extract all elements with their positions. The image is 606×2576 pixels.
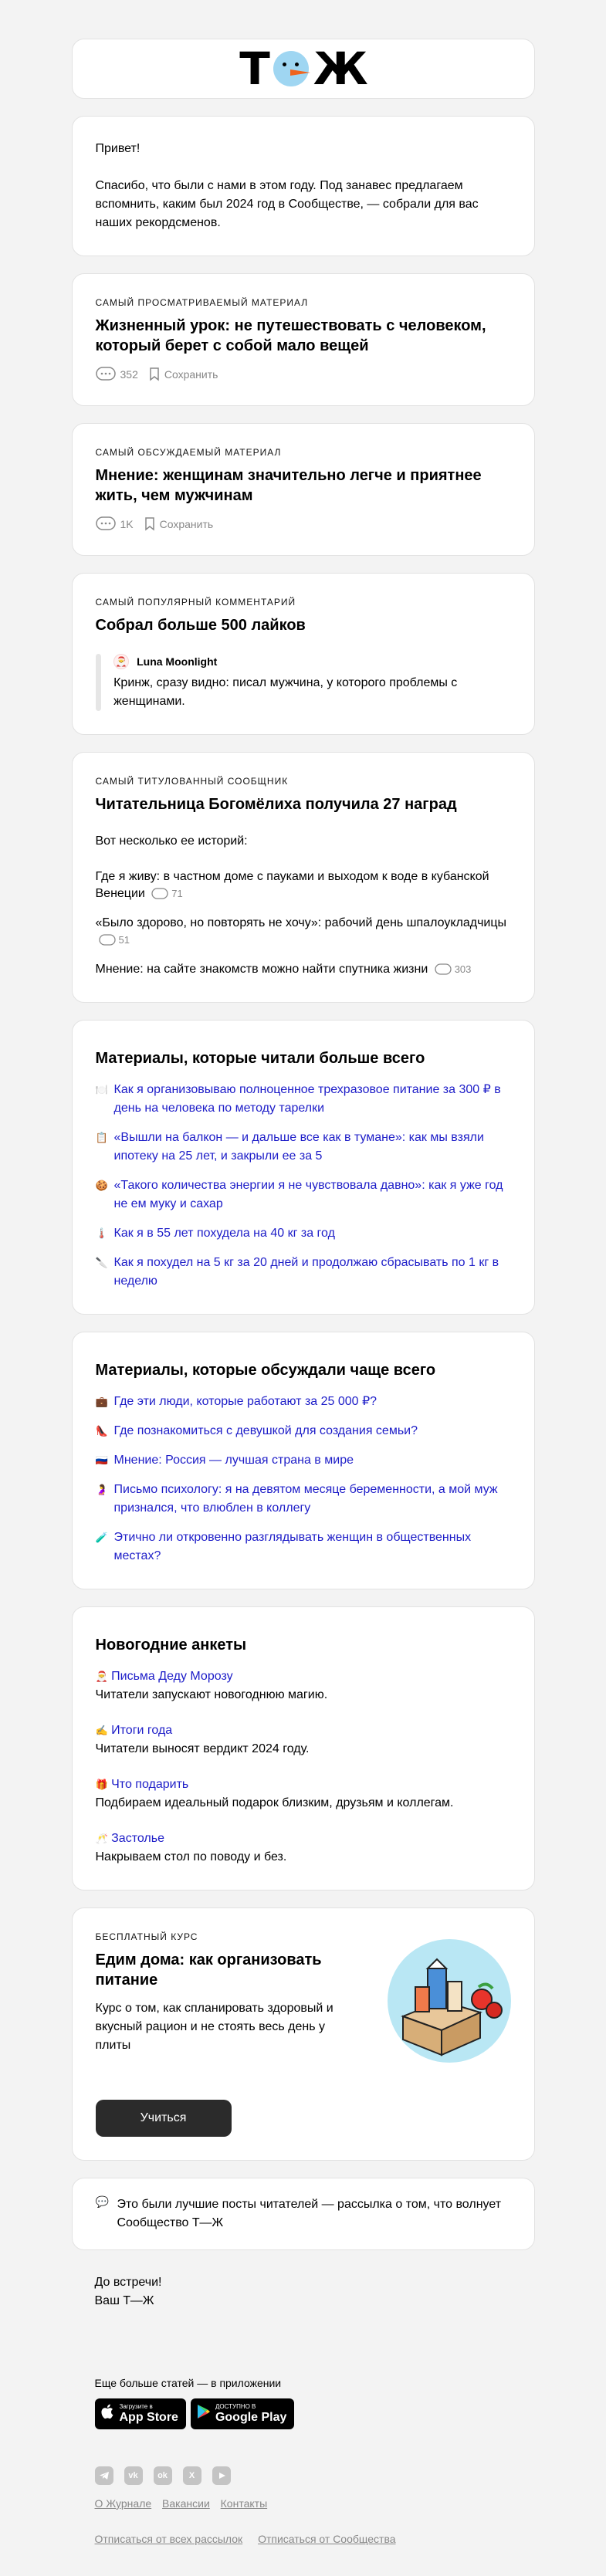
most-commented-card [72, 1332, 535, 1589]
logo-letter-zh: Ж [313, 42, 367, 95]
form-desc: Накрываем стол по поводу и без. [95, 1850, 287, 1863]
bookmark-icon [144, 517, 155, 531]
knife-icon: 🔪 [95, 1256, 108, 1268]
article-link[interactable]: 👠 Где познакомиться с девушкой для создания семьи? [96, 1422, 511, 1440]
app-label: Еще больше статей — в приложении [94, 2376, 282, 2389]
google-play-button[interactable]: ДОСТУПНО В Google Play [191, 2398, 294, 2429]
save-button[interactable]: Сохранить [149, 367, 218, 381]
cookie-icon: 🍪 [95, 1179, 108, 1191]
form-item [96, 1775, 511, 1813]
form-link[interactable]: Письма Деду Морозу [111, 1669, 233, 1683]
youtube-icon[interactable] [212, 2466, 231, 2485]
signoff-signature: Ваш Т—Ж [94, 2293, 154, 2307]
google-play-icon [197, 2404, 211, 2423]
article-title[interactable]: Мнение: женщинам значительно легче и приятнее жить, чем мужчинам [95, 467, 482, 504]
comment-author: Luna Moonlight [137, 655, 218, 668]
app-store-button[interactable]: Загрузите в App Store [95, 2398, 186, 2429]
unsubscribe-community-link[interactable]: Отписаться от Сообщества [258, 2532, 396, 2545]
article-link[interactable]: 🌡️ Как я в 55 лет похудела на 40 кг за год [96, 1224, 511, 1243]
writing-hand-icon: ✍️ [95, 1724, 108, 1736]
flag-icon: 🇷🇺 [95, 1454, 108, 1466]
greeting: Привет! [95, 142, 140, 155]
story-item[interactable]: Мнение: на сайте знакомств можно найти спутника жизни 303 [96, 961, 511, 978]
email-body [72, 0, 535, 2576]
santa-icon: 🎅 [95, 1670, 108, 1682]
quote-bar [96, 654, 102, 711]
thermometer-icon: 🌡️ [95, 1227, 108, 1239]
article-link[interactable]: 🍽️ Как я организовываю полноценное трехразовое питание за 300 ₽ в день на человека по методу тарелки [96, 1081, 511, 1118]
footer-links [72, 2497, 535, 2510]
apple-icon [101, 2403, 115, 2424]
article-link[interactable]: 🍪 «Такого количества энергии я не чувствовала давно»: как я уже год не ем муку и сахар [96, 1176, 511, 1214]
form-item [96, 1721, 511, 1759]
plate-icon: 🍽️ [95, 1083, 108, 1095]
card-title[interactable]: Читательница Богомёлиха получила 27 наград [95, 796, 457, 813]
jobs-link[interactable]: Вакансии [162, 2496, 210, 2510]
comment-icon [96, 367, 116, 382]
note-card [72, 2178, 535, 2250]
story-item[interactable]: «Было здорово, но повторять не хочу»: рабочий день шпалоукладчицы 51 [96, 915, 511, 949]
comment-icon [96, 516, 116, 532]
article-link[interactable]: 🔪 Как я похудел на 5 кг за 20 дней и продолжаю сбрасывать по 1 кг в неделю [96, 1254, 511, 1291]
groceries-illustration [388, 1939, 511, 2063]
flask-icon: 🧪 [95, 1531, 108, 1543]
article-link[interactable]: 💼 Где эти люди, которые работают за 25 000 ₽? [96, 1393, 511, 1411]
form-item [96, 1667, 511, 1704]
form-link[interactable]: Что подарить [111, 1777, 189, 1791]
course-desc: Курс о том, как спланировать здоровый и вкусный рацион и не стоять весь день у плиты [95, 2001, 333, 2052]
comments-count[interactable]: 1K [96, 516, 134, 532]
form-item [96, 1830, 511, 1867]
about-link[interactable]: О Журнале [94, 2496, 152, 2510]
x-icon[interactable]: X [183, 2466, 201, 2485]
story-item[interactable]: Где я живу: в частном доме с пауками и выходом к воде в кубанской Венеции 71 [96, 868, 511, 902]
gift-icon: 🎁 [95, 1778, 108, 1790]
kicker: САМЫЙ ОБСУЖДАЕМЫЙ МАТЕРИАЛ [95, 447, 282, 458]
kicker: САМЫЙ ПОПУЛЯРНЫЙ КОММЕНТАРИЙ [95, 597, 296, 608]
snowman-icon [273, 51, 309, 86]
kicker: БЕСПЛАТНЫЙ КУРС [95, 1931, 198, 1942]
comments-count[interactable]: 352 [96, 367, 138, 382]
stories-lead: Вот несколько ее историй: [95, 834, 248, 848]
avatar: 🎅 [113, 654, 129, 669]
top-member-card [72, 752, 535, 1003]
vk-icon[interactable]: vk [124, 2466, 143, 2485]
comments-count: 71 [151, 885, 182, 902]
save-button[interactable]: Сохранить [144, 517, 214, 531]
pregnant-icon: 🤰 [95, 1483, 108, 1495]
contacts-link[interactable]: Контакты [220, 2496, 268, 2510]
speech-bubble-icon: 💬 [95, 2195, 109, 2208]
most-read-card [72, 1020, 535, 1315]
form-link[interactable]: Застолье [111, 1831, 164, 1845]
briefcase-icon: 💼 [95, 1395, 108, 1407]
form-link[interactable]: Итоги года [111, 1723, 173, 1737]
glasses-icon: 🥂 [95, 1832, 108, 1844]
form-desc: Читатели запускают новогоднюю магию. [95, 1687, 328, 1701]
section-title: Материалы, которые читали больше всего [95, 1049, 425, 1067]
intro-text: Спасибо, что были с нами в этом году. Под занавес предлагаем вспомнить, каким был 2024 год в Сообществе, — собрали для вас наших рекордсменов. [95, 179, 479, 229]
article-link[interactable]: 🇷🇺 Мнение: Россия — лучшая страна в мире [96, 1451, 511, 1470]
tzh-logo[interactable] [239, 42, 367, 95]
comments-count: 51 [99, 932, 130, 949]
bookmark-icon [149, 367, 160, 381]
signoff-line: До встречи! [94, 2275, 162, 2289]
course-card [72, 1907, 535, 2161]
app-section [72, 2377, 535, 2429]
most-viewed-card [72, 273, 535, 406]
intro-card [72, 116, 535, 256]
clipboard-icon: 📋 [95, 1131, 108, 1143]
unsubscribe-all-link[interactable]: Отписаться от всех рассылок [94, 2532, 243, 2545]
article-link[interactable]: 🧪 Этично ли откровенно разглядывать женщин в общественных местах? [96, 1528, 511, 1566]
note-text: Это были лучшие посты читателей — рассылка о том, что волнует Сообщество Т—Ж [117, 2197, 502, 2229]
kicker: САМЫЙ ПРОСМАТРИВАЕМЫЙ МАТЕРИАЛ [95, 297, 309, 308]
forms-card [72, 1606, 535, 1891]
telegram-icon[interactable] [95, 2466, 113, 2485]
course-title[interactable]: Едим дома: как организовать питание [95, 1951, 322, 1989]
section-title: Новогодние анкеты [95, 1636, 247, 1654]
top-comment-card [72, 573, 535, 735]
article-link[interactable]: 🤰 Письмо психологу: я на девятом месяце беременности, а мой муж признался, что влюблен в коллегу [96, 1481, 511, 1518]
comments-count: 303 [435, 961, 472, 978]
form-desc: Читатели выносят вердикт 2024 году. [95, 1742, 310, 1755]
logo-letter-t: Т [239, 42, 269, 95]
article-link[interactable]: 📋 «Вышли на балкон — и дальше все как в тумане»: как мы взяли ипотеку на 25 лет, и закрыли ее за 5 [96, 1129, 511, 1166]
most-discussed-card [72, 423, 535, 556]
card-title: Собрал больше 500 лайков [95, 617, 306, 634]
unsubscribe-links [72, 2533, 535, 2545]
signoff [72, 2267, 535, 2310]
kicker: САМЫЙ ТИТУЛОВАННЫЙ СООБЩНИК [95, 776, 289, 787]
comment-text: Кринж, сразу видно: писал мужчина, у которого проблемы с женщинами. [113, 676, 458, 708]
social-links [72, 2466, 535, 2485]
shoe-icon: 👠 [95, 1424, 108, 1437]
logo-card [72, 39, 535, 99]
article-title[interactable]: Жизненный урок: не путешествовать с человеком, который берет с собой мало вещей [95, 317, 486, 354]
form-desc: Подбираем идеальный подарок близким, друзьям и коллегам. [95, 1796, 454, 1809]
comment-quote[interactable] [96, 654, 511, 711]
section-title: Материалы, которые обсуждали чаще всего [95, 1361, 436, 1379]
learn-button[interactable]: Учиться [96, 2100, 232, 2137]
ok-icon[interactable]: ok [154, 2466, 172, 2485]
